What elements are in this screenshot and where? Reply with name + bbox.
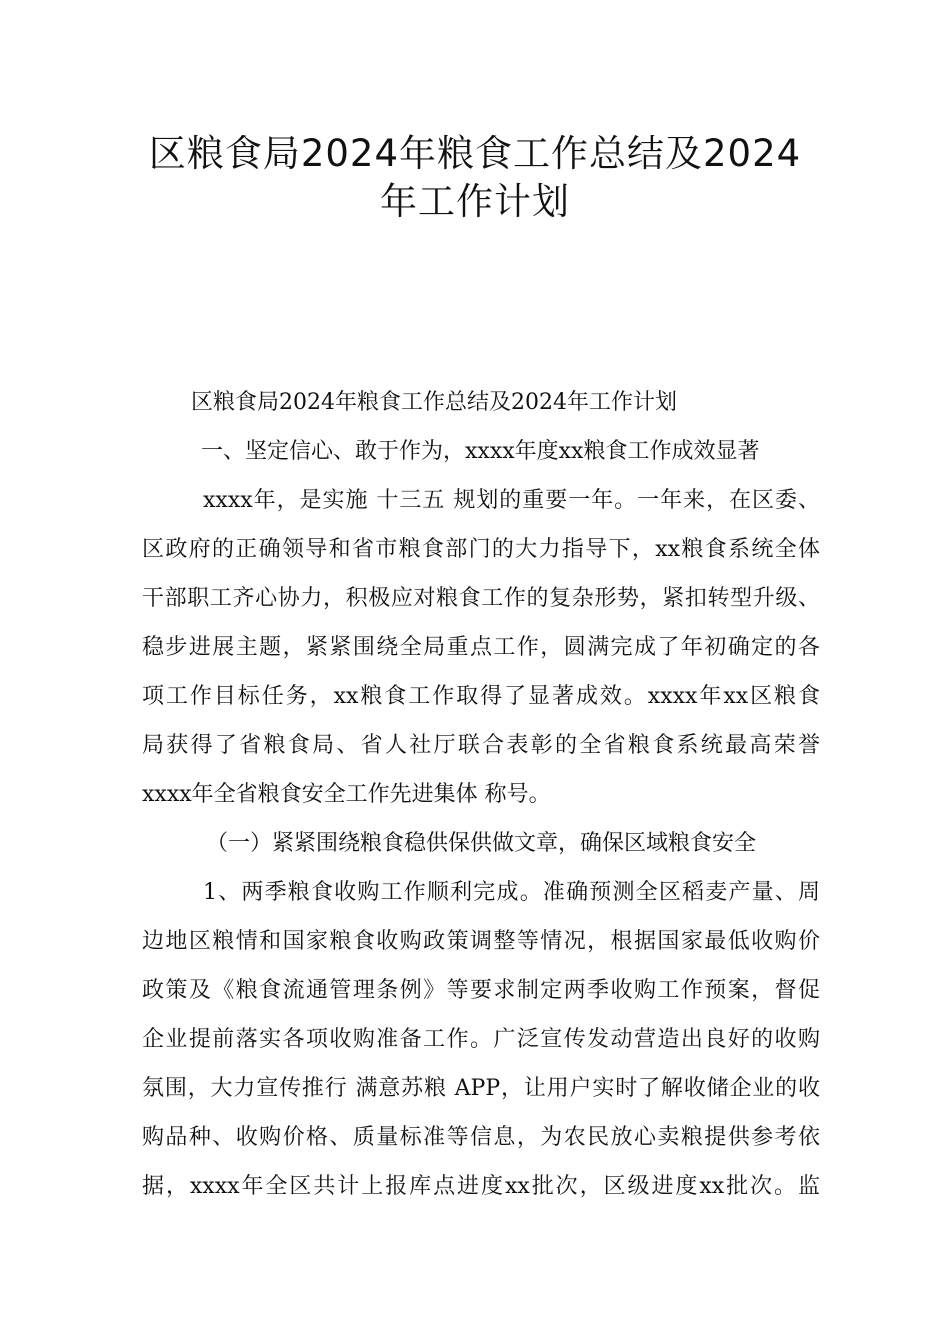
paragraph-1-line: 局获得了省粮食局、省人社厅联合表彰的全省粮食系统最高荣誉 <box>142 733 820 758</box>
paragraph-2-line: 氛围，大力宣传推行 满意苏粮 APP，让用户实时了解收储企业的收 <box>142 1076 820 1101</box>
paragraph-1-line: 干部职工齐心协力，积极应对粮食工作的复杂形势，紧扣转型升级、 <box>142 586 820 611</box>
paragraph-2-line: 1、两季粮食收购工作顺利完成。准确预测全区稻麦产量、周 <box>203 880 820 905</box>
paragraph-2-line: 购品种、收购价格、质量标准等信息，为农民放心卖粮提供参考依 <box>142 1125 820 1150</box>
subsection-heading-1: （一）紧紧围绕粮食稳供保供做文章，确保区域粮食安全 <box>206 831 757 856</box>
paragraph-2-line: 边地区粮情和国家粮食收购政策调整等情况，根据国家最低收购价 <box>142 929 820 954</box>
paragraph-2-line: 政策及《粮食流通管理条例》等要求制定两季收购工作预案，督促 <box>142 978 820 1003</box>
paragraph-2-line: 企业提前落实各项收购准备工作。广泛宣传发动营造出良好的收购 <box>142 1027 820 1052</box>
document-title-line-2: 年工作计划 <box>380 180 570 223</box>
paragraph-2-line: 据，xxxx年全区共计上报库点进度xx批次，区级进度xx批次。监 <box>142 1174 820 1199</box>
document-subtitle: 区粮食局2024年粮食工作总结及2024年工作计划 <box>191 390 677 415</box>
paragraph-1-line: xxxx年全省粮食安全工作先进集体 称号。 <box>142 782 551 807</box>
document-title-line-1: 区粮食局2024年粮食工作总结及2024 <box>148 132 802 175</box>
paragraph-1-line: xxxx年，是实施 十三五 规划的重要一年。一年来，在区委、 <box>203 488 820 513</box>
paragraph-1-line: 区政府的正确领导和省市粮食部门的大力指导下，xx粮食系统全体 <box>142 537 820 562</box>
paragraph-1-line: 稳步进展主题，紧紧围绕全局重点工作，圆满完成了年初确定的各 <box>142 635 820 660</box>
section-heading-1: 一、坚定信心、敢于作为，xxxx年度xx粮食工作成效显著 <box>201 439 760 464</box>
paragraph-1-line: 项工作目标任务，xx粮食工作取得了显著成效。xxxx年xx区粮食 <box>142 684 820 709</box>
